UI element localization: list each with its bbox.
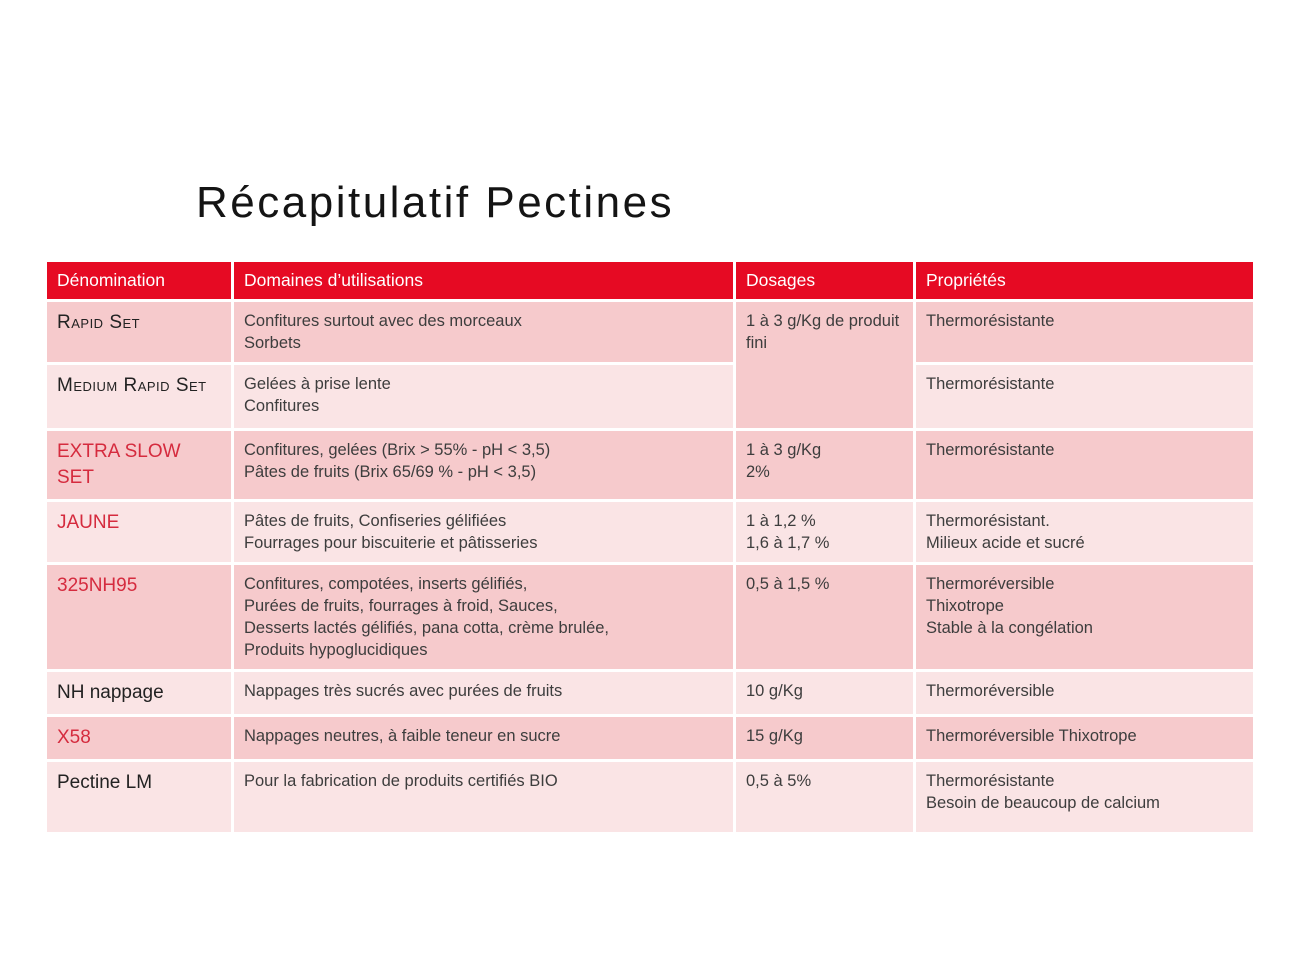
domain-line: Produits hypoglucidiques: [244, 641, 428, 659]
table-row: [47, 717, 1253, 759]
domain-line: Purées de fruits, fourrages à froid, Sauces,: [244, 597, 558, 615]
denomination-label: Pectine LM: [57, 772, 153, 793]
property-line: Thermorésistante: [926, 772, 1055, 790]
domain-line: Sorbets: [244, 334, 301, 352]
domain-line: Confitures surtout avec des morceaux: [244, 312, 522, 330]
property-line: Besoin de beaucoup de calcium: [926, 794, 1160, 812]
property-line: Thermoréversible: [926, 575, 1055, 593]
properties-cell: [916, 431, 1253, 499]
property-line: Thermorésistante: [926, 375, 1055, 393]
property-line: Thermoréversible: [926, 682, 1055, 700]
dosage-line: 0,5 à 5%: [746, 772, 812, 790]
dosage-cell: [736, 672, 913, 714]
denomination-label: EXTRA SLOW SET: [57, 441, 181, 488]
domain-line: Confitures, compotées, inserts gélifiés,: [244, 575, 528, 593]
dosage-cell: [736, 502, 913, 562]
dosage-cell: [736, 431, 913, 499]
denomination-label: Medium Rapid Set: [57, 375, 207, 396]
property-line: Thermorésistante: [926, 441, 1055, 459]
domains-cell: [234, 717, 733, 759]
table-row: [47, 762, 1253, 832]
property-line: Thixotrope: [926, 597, 1004, 615]
properties-cell: [916, 762, 1253, 832]
properties-cell: [916, 502, 1253, 562]
denomination-label: X58: [57, 727, 91, 748]
domain-line: Fourrages pour biscuiterie et pâtisseries: [244, 534, 538, 552]
dosage-line: 1,6 à 1,7 %: [746, 534, 830, 552]
domain-line: Confitures, gelées (Brix > 55% - pH < 3,5): [244, 441, 551, 459]
page-title: Récapitulatif Pectines: [196, 178, 675, 227]
domain-line: Pâtes de fruits (Brix 65/69 % - pH < 3,5): [244, 463, 537, 481]
property-line: Thermoréversible Thixotrope: [926, 727, 1137, 745]
denomination-cell: [47, 565, 231, 669]
header-dosages: Dosages: [736, 262, 913, 299]
dosage-line: 2%: [746, 463, 770, 481]
denomination-label: 325NH95: [57, 575, 138, 596]
domain-line: Pâtes de fruits, Confiseries gélifiées: [244, 512, 507, 530]
domains-cell: [234, 302, 733, 362]
header-proprietes: Propriétés: [916, 262, 1253, 299]
property-line: Stable à la congélation: [926, 619, 1093, 637]
table-row: [47, 365, 1253, 428]
dosage-line: 1 à 3 g/Kg de produit fini: [746, 312, 900, 352]
properties-cell: [916, 717, 1253, 759]
domain-line: Desserts lactés gélifiés, pana cotta, crème brulée,: [244, 619, 610, 637]
properties-cell: [916, 302, 1253, 362]
domains-cell: [234, 365, 733, 428]
denomination-cell: [47, 365, 231, 428]
properties-cell: [916, 565, 1253, 669]
dosage-line: 1 à 1,2 %: [746, 512, 816, 530]
dosage-cell: [736, 762, 913, 832]
domains-cell: [234, 502, 733, 562]
domain-line: Nappages très sucrés avec purées de fruits: [244, 682, 563, 700]
dosage-line: 15 g/Kg: [746, 727, 803, 745]
table-body: [47, 302, 1253, 832]
table-row: [47, 502, 1253, 562]
dosage-line: 0,5 à 1,5 %: [746, 575, 830, 593]
property-line: Thermorésistant.: [926, 512, 1050, 530]
denomination-label: Rapid Set: [57, 312, 141, 333]
dosage-cell: [736, 565, 913, 669]
dosage-cell: [736, 717, 913, 759]
property-line: Thermorésistante: [926, 312, 1055, 330]
domains-cell: [234, 762, 733, 832]
denomination-cell: [47, 431, 231, 499]
domain-line: Pour la fabrication de produits certifiés BIO: [244, 772, 558, 790]
dosage-line: 1 à 3 g/Kg: [746, 441, 822, 459]
table-header-row: [47, 262, 1253, 299]
domains-cell: [234, 672, 733, 714]
table-row: [47, 672, 1253, 714]
denomination-cell: [47, 502, 231, 562]
denomination-label: NH nappage: [57, 682, 164, 703]
denomination-label: JAUNE: [57, 512, 120, 533]
domains-cell: [234, 431, 733, 499]
property-line: Milieux acide et sucré: [926, 534, 1085, 552]
table-row: [47, 565, 1253, 669]
dosage-line: 10 g/Kg: [746, 682, 803, 700]
denomination-cell: [47, 302, 231, 362]
denomination-cell: [47, 672, 231, 714]
header-domaines: Domaines d’utilisations: [234, 262, 733, 299]
domain-line: Confitures: [244, 397, 320, 415]
properties-cell: [916, 365, 1253, 428]
domain-line: Nappages neutres, à faible teneur en sucre: [244, 727, 561, 745]
domain-line: Gelées à prise lente: [244, 375, 391, 393]
dosage-cell: [736, 302, 913, 428]
denomination-cell: [47, 762, 231, 832]
denomination-cell: [47, 717, 231, 759]
table-row: [47, 431, 1253, 499]
header-denomination: Dénomination: [47, 262, 231, 299]
pectines-table: [44, 259, 1256, 835]
domains-cell: [234, 565, 733, 669]
properties-cell: [916, 672, 1253, 714]
table-row: [47, 302, 1253, 362]
